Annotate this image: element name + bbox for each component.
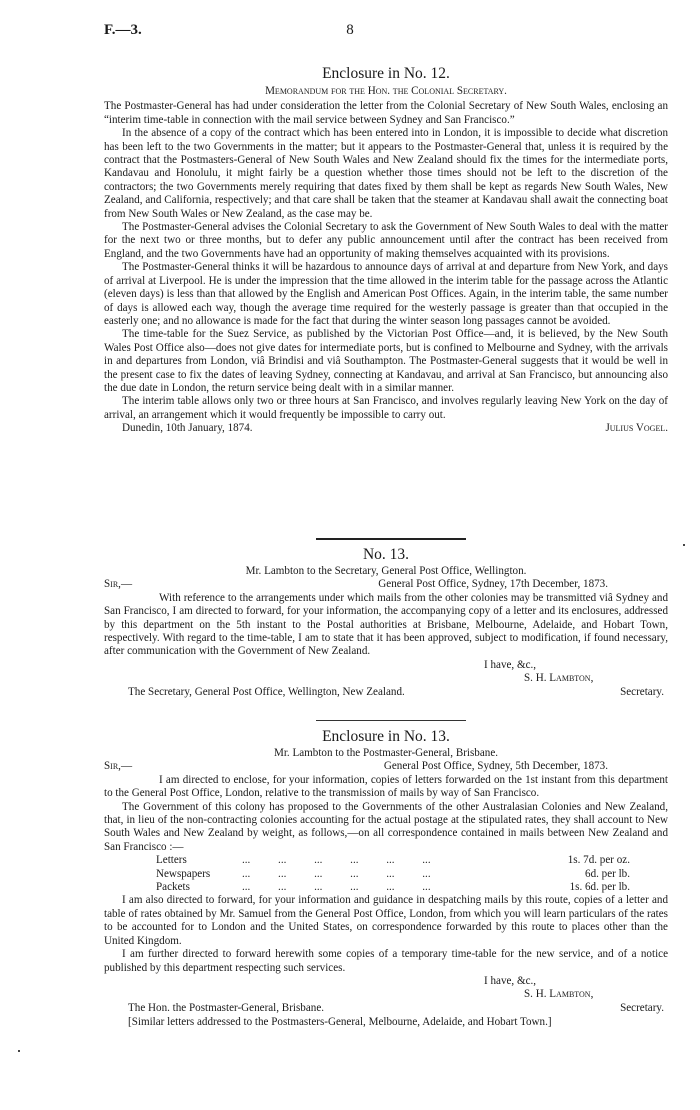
rate-value: 1s. 6d. per lb. (569, 881, 630, 894)
rate-row (156, 854, 630, 867)
rate-value: 1s. 7d. per oz. (567, 854, 630, 867)
enc12-paragraph-5: The time-table for the Suez Service, as published by the Victorian Post Office—and, it is believed, by the New South Wales Post Office also—does not give dates for intermediate ports, but is confined to Melbourne and Sydney, with the arrivals in and departures from London, viâ Brindisi and viâ Southampton. The Postmaster-General suggests that it would be well in the present case to fix the dates of leaving Sydney, connecting at Kandavau, and arrival at San Francisco, but announcing also the due date in London, the return service being dealt with in a similar manner. (104, 328, 668, 394)
section-divider-2 (316, 720, 466, 721)
scan-speck (683, 544, 685, 546)
enc13-closing: I have, &c., (484, 974, 537, 987)
no-13-salutation-row (104, 578, 668, 591)
enc13-paragraph-1: I am directed to enclose, for your information, copies of letters forwarded on the 1st instant from this department to the General Post Office, London, relative to the transmission of mails by way of San Francisco. (104, 773, 668, 800)
enc13-role: Secretary. (620, 1001, 664, 1014)
no-13-address: Mr. Lambton to the Secretary, General Post Office, Wellington. (245, 565, 527, 577)
rate-row (156, 868, 630, 881)
enclosure-13-address: Mr. Lambton to the Postmaster-General, Brisbane. (273, 747, 499, 759)
enc13-footer (104, 1002, 668, 1015)
rate-leader: ... ... ... ... ... ... (242, 867, 431, 880)
rate-leader: ... ... ... ... ... ... (242, 854, 431, 867)
rate-item: Newspapers (156, 867, 211, 880)
enc12-paragraph-1: The Postmaster-General has had under consideration the letter from the Colonial Secretary of New South Wales, enclosing an “interim time-table in connection with the mail service between Sydney and San Francisco.” (104, 100, 668, 126)
enc13-paragraph-4: I am further directed to forward herewith some copies of a temporary time-table for the new service, and of a notice published by this department respecting such services. (104, 948, 668, 974)
enc12-signature: Julius Vogel. (605, 422, 668, 435)
rate-value: 6d. per lb. (585, 867, 630, 880)
enc13-recipient: The Hon. the Postmaster-General, Brisbane. (128, 1001, 325, 1014)
rate-row (156, 881, 630, 894)
section-divider (316, 538, 466, 540)
rate-leader: ... ... ... ... ... ... (242, 881, 431, 894)
no-13-body: With reference to the arrangements under which mails from the other colonies may be transmitted viâ Sydney and San Francisco, I am directed to forward, for your information, the accompanying copy of a letter and its enclosures, addressed by this department on the 5th instant to the Postal authorities at Brisbane, Melbourne, Adelaide, and Hobart Town, respectively. With regard to the time-table, I am to state that it has been approved, subject to modification, if found necessary, after communication with the Government of New Zealand. (104, 591, 668, 658)
enc12-paragraph-2: In the absence of a copy of the contract which has been entered into in London, it is impossible to decide what discretion has been left to the two Governments in the matter; but it appears to the Postmaster-General that, unless it is required by the contract that the Postmasters-General of New South Wales and New Zealand should fix the times for the intermediate ports, Kandavau and Honolulu, it might fairly be a question whether those times should not be left to the discretion of the contractors; the two Governments merely requiring that dates fixed by them shall be kept as regards New South Wales, New Zealand, and California, respectively; and that care shall be taken that the steamer at Kandavau shall await the connecting boat from New South Wales or New Zealand, as the case may be. (104, 127, 668, 220)
scan-speck (18, 1050, 20, 1052)
rate-item: Packets (156, 881, 190, 894)
page-number: 8 (346, 22, 354, 38)
enc12-date: Dunedin, 10th January, 1874. (122, 422, 253, 435)
enc13-paragraph-2: The Government of this colony has proposed to the Governments of the other Australasian Colonies and New Zealand, that, in lieu of the non-contracting colonies accounting for the actual postage at the stipulated rates, they shall account to New South Wales and New Zealand by weight, as follows,—on all correspondence contained in mails between New Zealand and San Francisco :— (104, 800, 668, 853)
no-13-place-date: General Post Office, Sydney, 17th December, 1873. (378, 578, 608, 591)
no-13-recipient: The Secretary, General Post Office, Wellington, New Zealand. (128, 685, 405, 698)
enclosure-12-section (104, 64, 668, 436)
page-header (0, 22, 700, 44)
memorandum-heading: Memorandum for the Hon. the Colonial Secretary. (265, 85, 507, 97)
rates-table (156, 854, 630, 894)
enc12-paragraph-6: The interim table allows only two or three hours at San Francisco, and involves regularly leaving New York on the day of arrival, an arrangement which it would frequently be impossible to carry out. (104, 395, 668, 421)
enc13-signer: S. H. Lambton, (524, 988, 594, 1001)
enc13-salutation: Sir,— (104, 760, 133, 773)
enc13-note: [Similar letters addressed to the Postmasters-General, Melbourne, Adelaide, and Hobart Town.] (128, 1016, 552, 1029)
no-13-signer: S. H. Lambton, (524, 672, 594, 685)
enclosure-12-title: Enclosure in No. 12. (322, 65, 450, 82)
enclosure-13-section (104, 727, 668, 1030)
no-13-title: No. 13. (362, 546, 410, 563)
no-13-salutation: Sir,— (104, 578, 133, 591)
no-13-role: Secretary. (620, 685, 664, 698)
no-13-footer (104, 686, 668, 699)
enc12-paragraph-4: The Postmaster-General thinks it will be hazardous to announce days of arrival at and departure from New York, and days of arrival at Liverpool. He is under the impression that the time allowed in the interim table for the passage across the Atlantic (eleven days) is less than that allowed by the English and American Post Offices. Again, in the interim table, the same number of days is allowed each way, though the average time required for the westerly passage is greater than that occupied in the easterly one; and no allowance is made for the fact that during the winter season long passages cannot be avoided. (104, 261, 668, 327)
enclosure-13-title: Enclosure in No. 13. (322, 728, 450, 745)
report-code: F.—3. (104, 22, 142, 38)
enc12-dateline (104, 422, 668, 435)
no-13-closing: I have, &c., (484, 658, 537, 671)
enc13-paragraph-3: I am also directed to forward, for your information and guidance in despatching mails by this route, copies of a letter and table of rates obtained by Mr. Samuel from the General Post Office, London, from which you will learn particulars of the rates to be accounted for to London and the United States, on correspondence forwarded by this route to places other than the United Kingdom. (104, 894, 668, 947)
rate-item: Letters (156, 854, 187, 867)
enc13-salutation-row (104, 760, 668, 773)
enc12-paragraph-3: The Postmaster-General advises the Colonial Secretary to ask the Government of New South Wales to deal with the matter for the next two or three months, but to defer any public announcement until after the contract has been received from England, and the two Governments have had an opportunity of making themselves acquainted with its provisions. (104, 221, 668, 260)
no-13-section (104, 545, 668, 699)
enc13-place-date: General Post Office, Sydney, 5th December, 1873. (383, 760, 608, 773)
